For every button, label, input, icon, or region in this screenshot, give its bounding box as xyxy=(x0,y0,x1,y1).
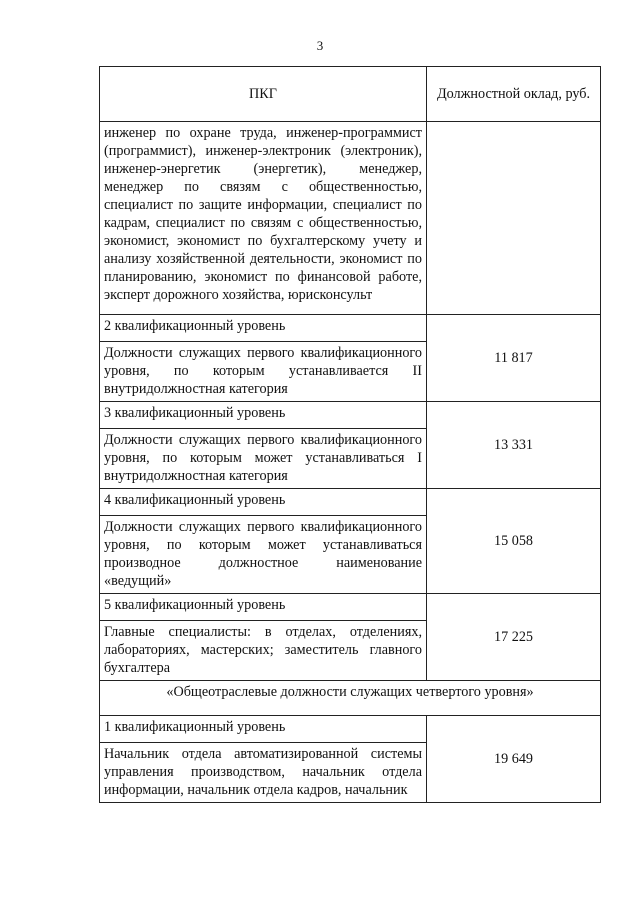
level-description: Главные специалисты: в отделах, отделениях, лабораториях, мастерских; заместитель главного бухгалтера xyxy=(100,621,427,681)
continuation-text: инженер по охране труда, инженер-программист (программист), инженер-электроник (электроник), инженер-энергетик (энергетик), менеджер, менеджер по связям с общественностью, специалист по защите информации, специалист по кадрам, специалист по связям с общественностью, экономист, экономист по бухгалтерскому учету и анализу хозяйственной деятельности, экономист по планированию, экономист по финансовой работе, эксперт дорожного хозяйства, юрисконсульт xyxy=(100,122,427,315)
group-heading-row xyxy=(100,681,601,716)
salary-table xyxy=(99,66,601,803)
level-title: 5 квалификационный уровень xyxy=(100,594,427,621)
level-title-row xyxy=(100,489,601,516)
level-title-row xyxy=(100,315,601,342)
salary-value: 19 649 xyxy=(427,716,601,803)
level-title: 3 квалификационный уровень xyxy=(100,402,427,429)
level-description: Должности служащих первого квалификационного уровня, по которым может устанавливаться производное должностное наименование «ведущий» xyxy=(100,516,427,594)
header-salary: Должностной оклад, руб. xyxy=(427,67,601,122)
level-title: 1 квалификационный уровень xyxy=(100,716,427,743)
group-title: «Общеотраслевые должности служащих четвертого уровня» xyxy=(100,681,601,716)
header-pkg: ПКГ xyxy=(100,67,427,122)
page-number: 3 xyxy=(316,38,324,53)
level-title-row xyxy=(100,716,601,743)
level-title: 2 квалификационный уровень xyxy=(100,315,427,342)
level-description: Начальник отдела автоматизированной системы управления производством, начальник отдела информации, начальник отдела кадров, начальник xyxy=(100,743,427,803)
level-title-row xyxy=(100,594,601,621)
table-row-continuation xyxy=(100,122,601,315)
level-description: Должности служащих первого квалификационного уровня, по которым устанавливается II внутридолжностная категория xyxy=(100,342,427,402)
salary-value: 11 817 xyxy=(427,315,601,402)
table-header-row xyxy=(100,67,601,122)
level-description: Должности служащих первого квалификационного уровня, по которым может устанавливаться I внутридолжностная категория xyxy=(100,429,427,489)
empty-salary-cell xyxy=(427,122,601,315)
salary-value: 17 225 xyxy=(427,594,601,681)
level-title-row xyxy=(100,402,601,429)
salary-value: 15 058 xyxy=(427,489,601,594)
salary-value: 13 331 xyxy=(427,402,601,489)
level-title: 4 квалификационный уровень xyxy=(100,489,427,516)
